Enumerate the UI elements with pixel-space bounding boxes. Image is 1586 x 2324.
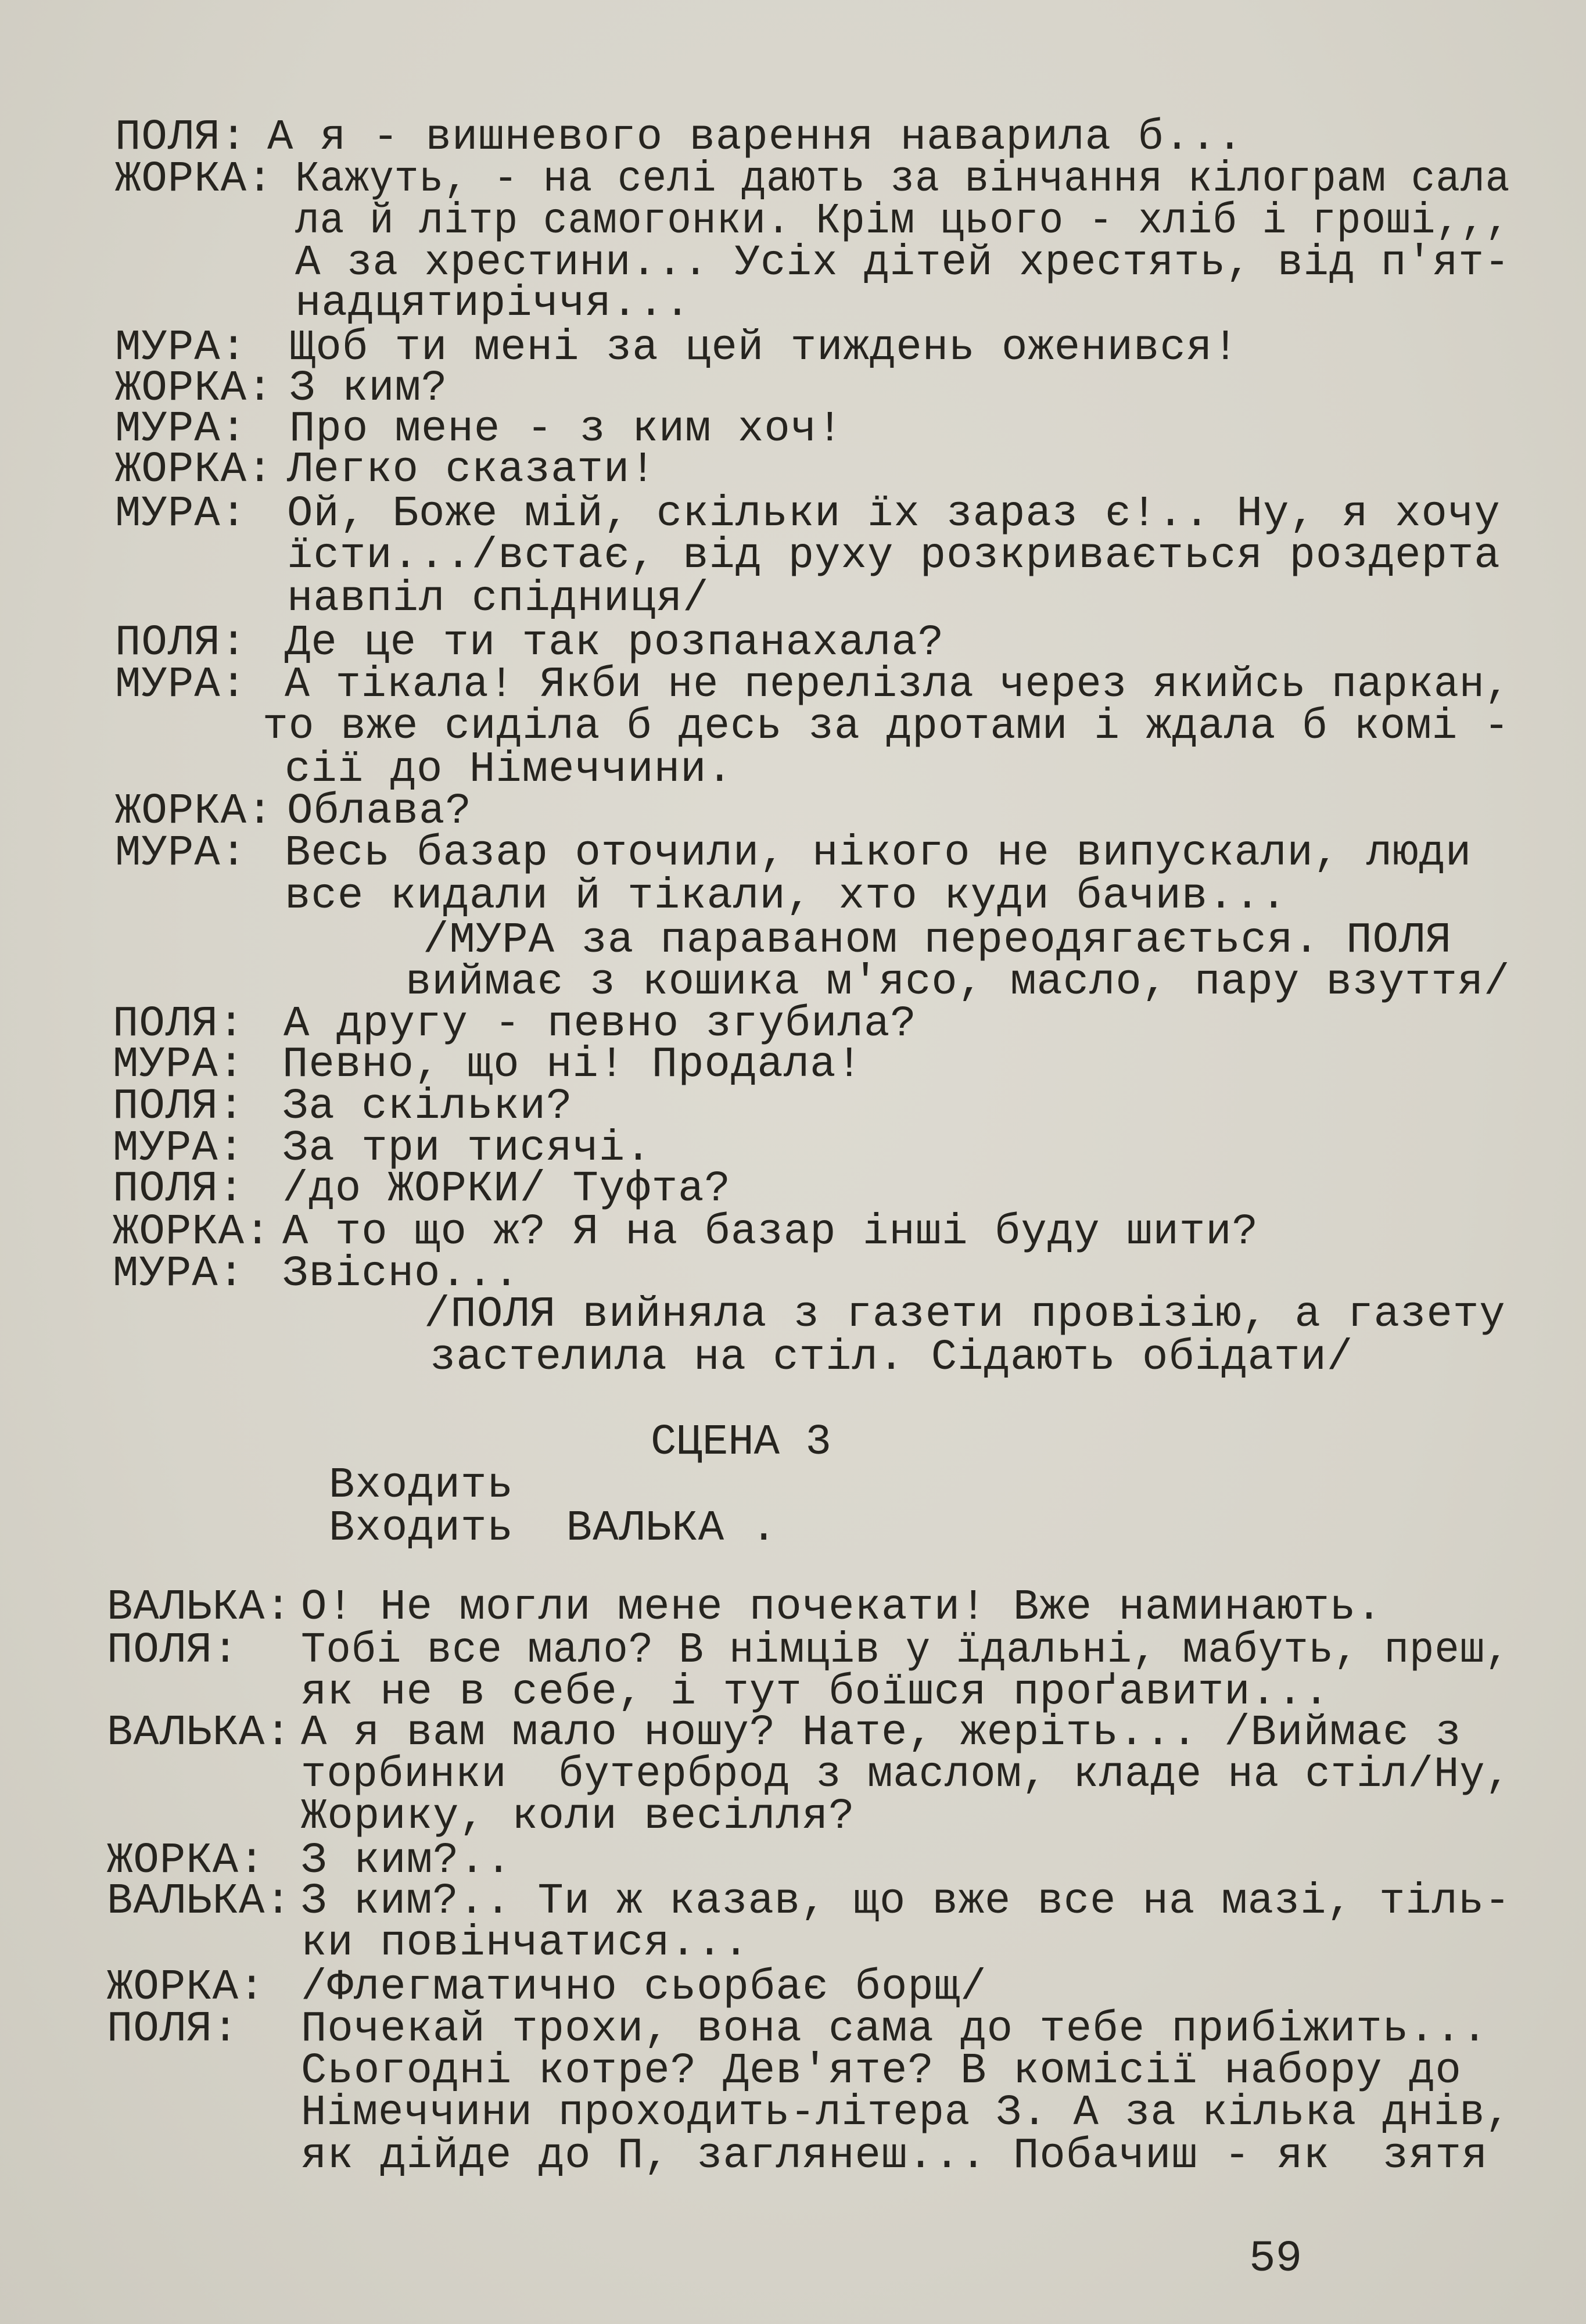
- speaker-label: ПОЛЯ:: [113, 1165, 245, 1214]
- dialogue-line: А я вам мало ношу? Нате, жеріть... /Виймає з: [301, 1709, 1462, 1758]
- dialogue-line: сії до Німеччини.: [285, 745, 733, 794]
- dialogue-line: торбинки бутерброд з маслом, кладе на стіл/Ну,: [301, 1751, 1511, 1799]
- speaker-label: МУРА:: [113, 1041, 245, 1089]
- dialogue-line: О! Не могли мене почекати! Вже наминають.: [301, 1583, 1383, 1632]
- dialogue-line: А за хрестини... Усіх дітей хрестять, від п'ят-: [295, 239, 1510, 288]
- dialogue-line: Німеччини проходить-літера З. А за кілька днів,: [301, 2089, 1511, 2137]
- dialogue-line: Легко сказати!: [287, 446, 656, 494]
- dialogue-line: як не в себе, і тут боїшся проґавити...: [301, 1668, 1330, 1717]
- stage-direction: /ПОЛЯ вийняла з газети провізію, а газету: [424, 1290, 1506, 1339]
- dialogue-line: А то що ж? Я на базар інші буду шити?: [282, 1208, 1259, 1257]
- speaker-label: ЖОРКА:: [115, 364, 274, 413]
- dialogue-line: ла й літр самогонки. Крім цього - хліб і гроші,,,: [295, 197, 1510, 246]
- dialogue-line: Почекай трохи, вона сама до тебе прибіжить...: [301, 2005, 1488, 2054]
- speaker-label: МУРА:: [115, 405, 247, 454]
- dialogue-line: все кидали й тікали, хто куди бачив...: [285, 872, 1287, 921]
- stage-direction: Входить ВАЛЬКА .: [329, 1504, 777, 1553]
- stage-direction: Входить: [329, 1461, 514, 1510]
- dialogue-line: ки повінчатися...: [301, 1919, 749, 1968]
- dialogue-line: Жорику, коли весілля?: [301, 1792, 855, 1841]
- dialogue-line: Кажуть, - на селі дають за вінчання кілограм сала: [295, 155, 1510, 204]
- dialogue-line: /до ЖОРКИ/ Туфта?: [282, 1165, 731, 1214]
- speaker-label: МУРА:: [113, 1124, 245, 1173]
- dialogue-line: За три тисячі.: [282, 1124, 652, 1173]
- speaker-label: ЖОРКА:: [115, 446, 274, 494]
- speaker-label: ЖОРКА:: [115, 787, 274, 836]
- dialogue-line: Сьогодні котре? Дев'яте? В комісії набору до: [301, 2047, 1462, 2096]
- speaker-label: ПОЛЯ:: [113, 1000, 245, 1049]
- scene-title: СЦЕНА 3: [651, 1418, 831, 1467]
- speaker-label: ЖОРКА:: [107, 1837, 265, 1885]
- dialogue-line: їсти.../встає, від руху розкривається роздерта: [287, 532, 1501, 580]
- stage-direction: застелила на стіл. Сідають обідати/: [430, 1333, 1354, 1382]
- dialogue-line: Весь базар оточили, нікого не випускали, люди: [285, 829, 1472, 878]
- dialogue-line: Про мене - з ким хоч!: [289, 405, 844, 454]
- speaker-label: МУРА:: [115, 829, 247, 878]
- speaker-label: ПОЛЯ:: [107, 1626, 239, 1675]
- dialogue-line: як дійде до П, заглянеш... Побачиш - як зятя: [301, 2132, 1488, 2180]
- page-number: 59: [1249, 2234, 1302, 2284]
- speaker-label: ПОЛЯ:: [115, 619, 247, 668]
- dialogue-line: А другу - певно згубила?: [284, 1000, 917, 1049]
- speaker-label: ПОЛЯ:: [107, 2005, 239, 2054]
- dialogue-line: Де це ти так розпанахала?: [285, 619, 945, 668]
- dialogue-line: З ким?.. Ти ж казав, що вже все на мазі, тіль-: [301, 1877, 1511, 1926]
- dialogue-line: З ким?..: [301, 1837, 512, 1885]
- speaker-label: ПОЛЯ:: [113, 1082, 245, 1131]
- dialogue-line: Певно, що ні! Продала!: [282, 1041, 863, 1089]
- speaker-label: ВАЛЬКА:: [107, 1583, 292, 1632]
- stage-direction: виймає з кошика м'ясо, масло, пару взуття/: [406, 958, 1510, 1007]
- dialogue-line: За скільки?: [282, 1082, 573, 1131]
- dialogue-line: Облава?: [287, 787, 472, 836]
- speaker-label: ПОЛЯ:: [115, 113, 247, 162]
- dialogue-line: /Флегматично сьорбає борщ/: [301, 1963, 987, 2012]
- dialogue-line: навпіл спідниця/: [287, 575, 709, 623]
- speaker-label: ЖОРКА:: [115, 155, 274, 204]
- dialogue-line: А я - вишневого варення наварила б...: [267, 113, 1244, 162]
- speaker-label: ВАЛЬКА:: [107, 1877, 292, 1926]
- dialogue-line: то вже сиділа б десь за дротами і ждала б комі -: [263, 702, 1510, 751]
- speaker-label: ВАЛЬКА:: [107, 1709, 292, 1758]
- stage-direction: /МУРА за параваном переодягається. ПОЛЯ: [423, 916, 1452, 965]
- dialogue-line: А тікала! Якби не перелізла через якийсь паркан,: [285, 661, 1510, 709]
- speaker-label: ЖОРКА:: [107, 1963, 265, 2012]
- speaker-label: ЖОРКА:: [113, 1208, 271, 1257]
- speaker-label: МУРА:: [115, 661, 247, 709]
- speaker-label: МУРА:: [113, 1250, 245, 1299]
- dialogue-line: надцятиріччя...: [295, 279, 691, 328]
- dialogue-line: Ой, Боже мій, скільки їх зараз є!.. Ну, я хочу: [287, 490, 1501, 539]
- speaker-label: МУРА:: [115, 490, 247, 539]
- dialogue-line: Щоб ти мені за цей тиждень оженився!: [289, 324, 1239, 372]
- dialogue-line: Звісно...: [282, 1250, 520, 1299]
- speaker-label: МУРА:: [115, 324, 247, 372]
- dialogue-line: Тобі все мало? В німців у їдальні, мабуть, преш,: [301, 1626, 1510, 1675]
- dialogue-line: З ким?: [289, 364, 448, 413]
